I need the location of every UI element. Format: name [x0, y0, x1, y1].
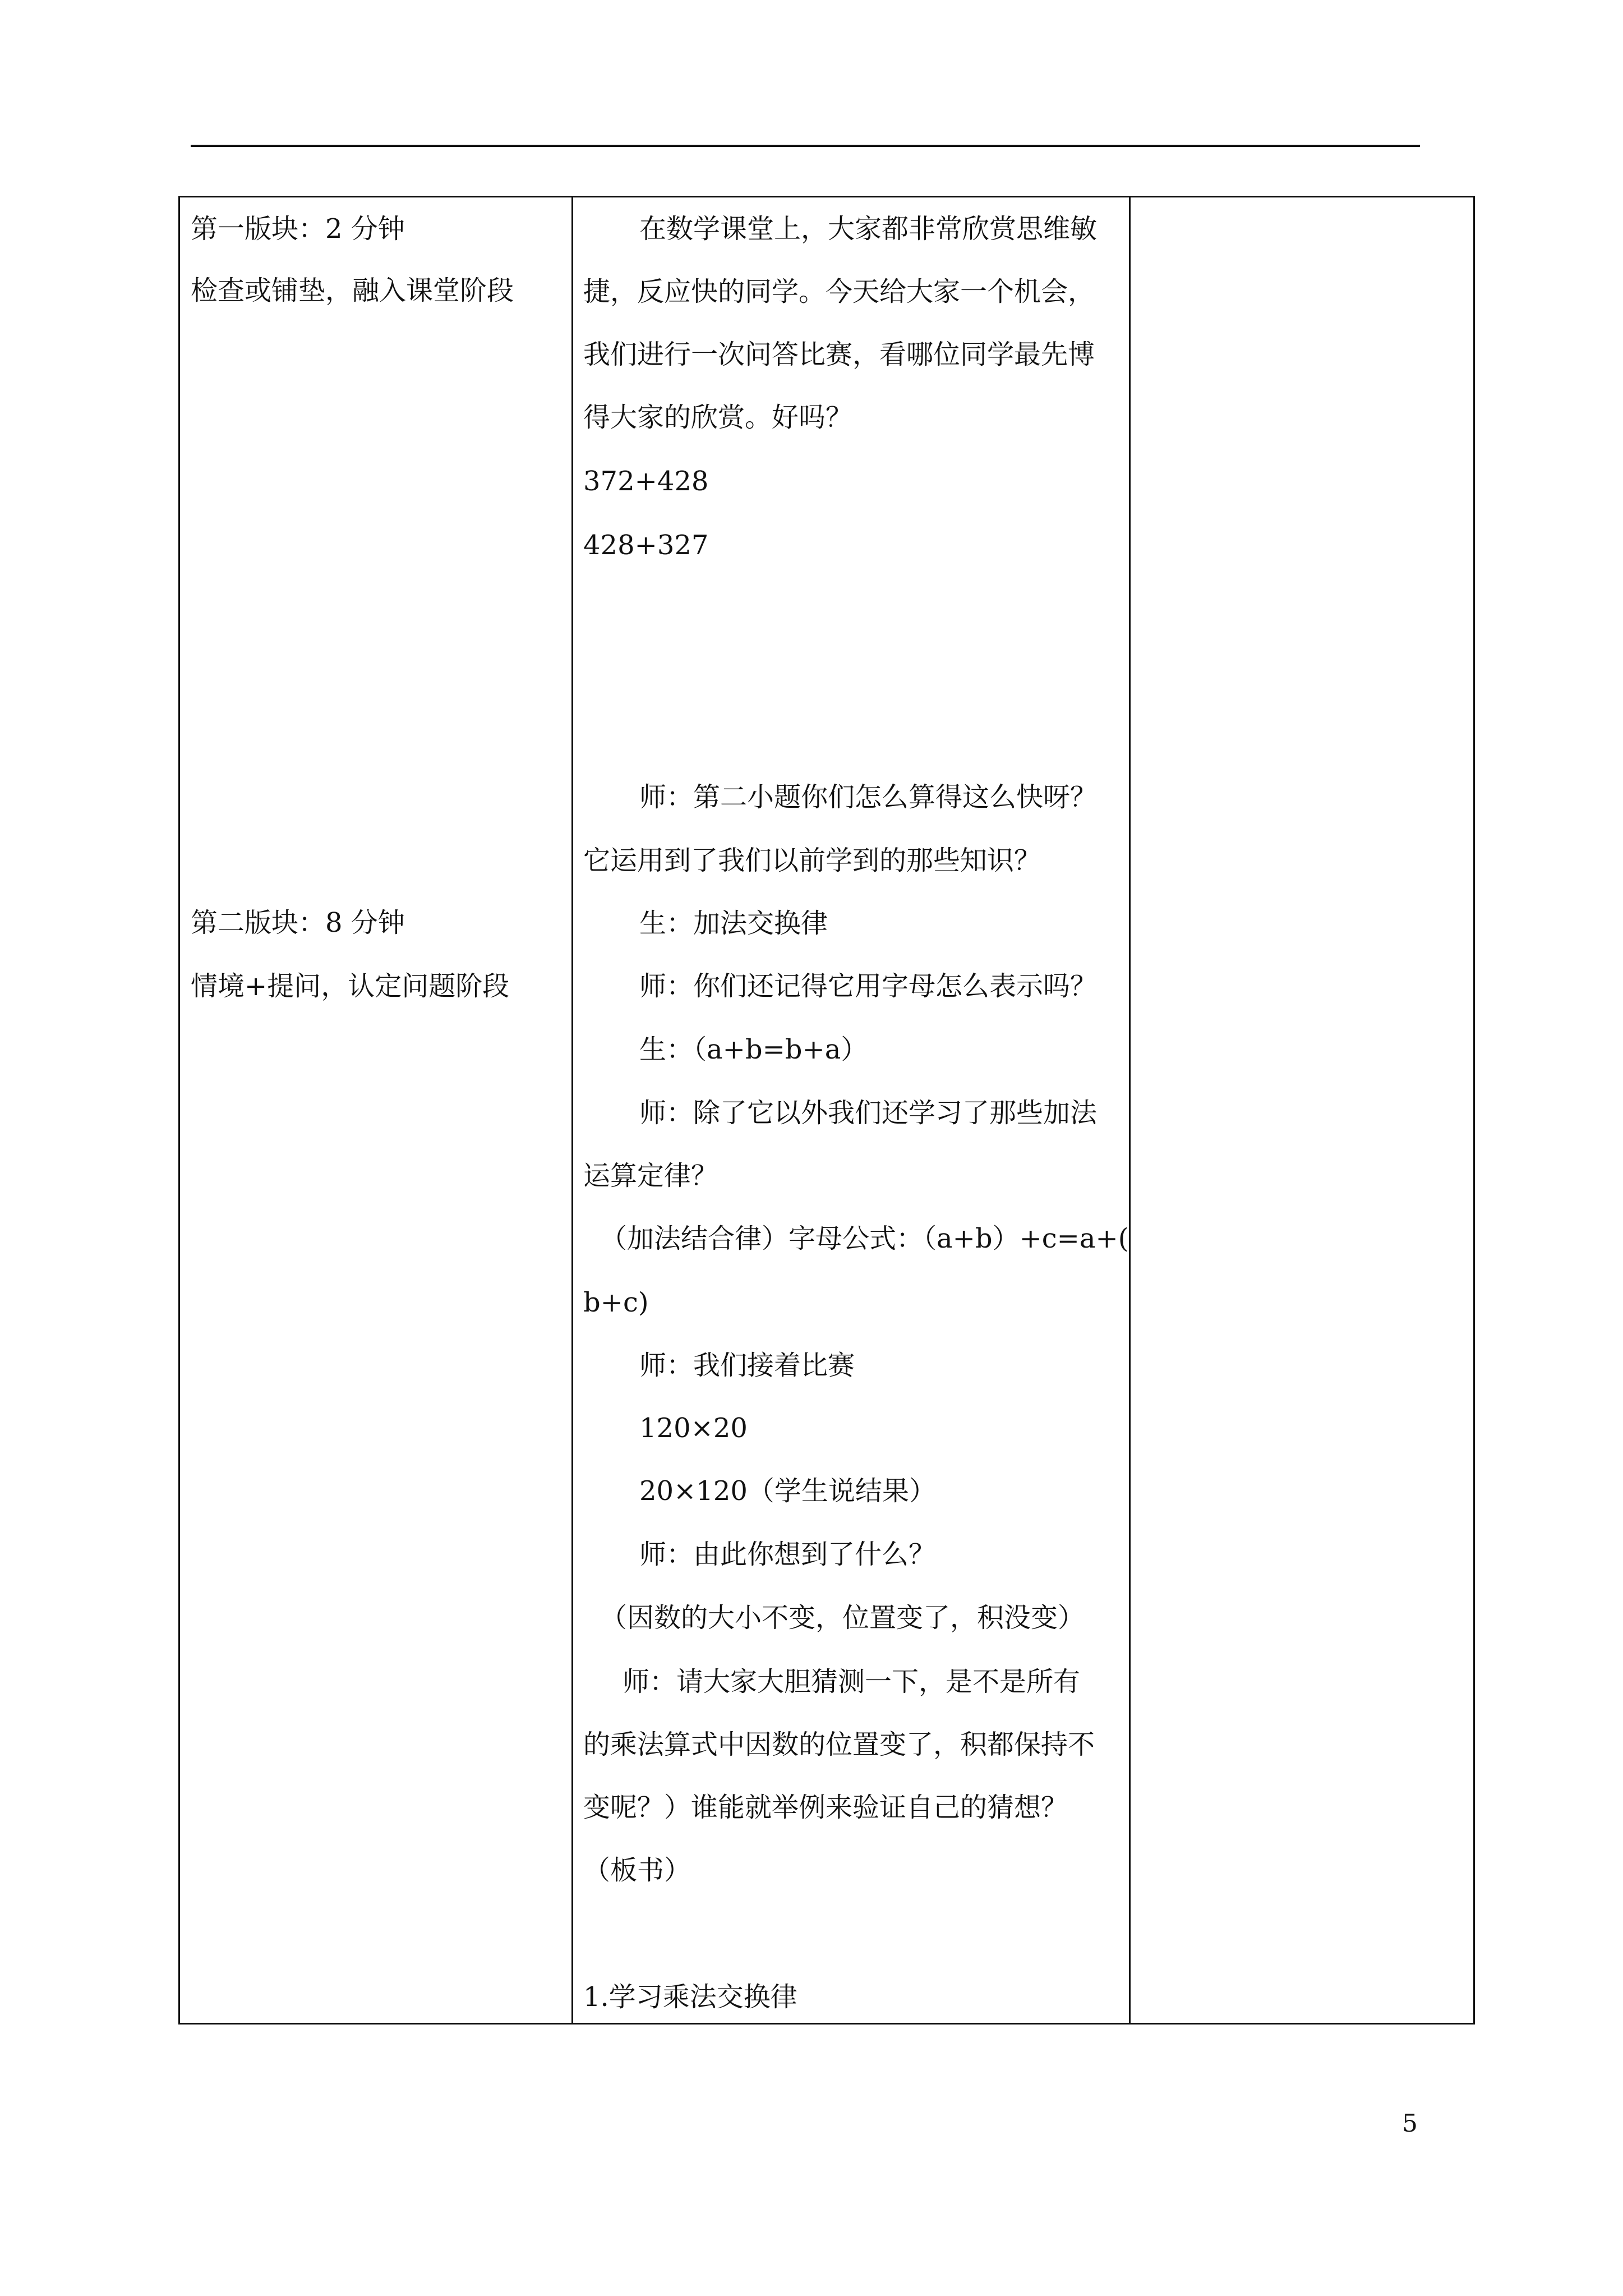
content-line: （板书） — [583, 1855, 691, 1886]
header-rule — [191, 145, 1420, 147]
column-divider-stage — [571, 197, 573, 2023]
content-line: 生：（a+b=b+a） — [639, 1034, 868, 1065]
content-line: 师：你们还记得它用字母怎么表示吗？ — [639, 970, 1098, 1002]
content-line: 师：请大家大胆猜测一下，是不是所有 — [623, 1666, 1081, 1697]
stage-2-title: 第二版块：8 分钟 — [191, 907, 405, 938]
column-divider-notes — [1129, 197, 1131, 2023]
content-line: 师：第二小题你们怎么算得这么快呀？ — [639, 781, 1098, 813]
content-line: 它运用到了我们以前学到的那些知识？ — [583, 845, 1041, 876]
content-line: 120×20 — [639, 1412, 748, 1444]
content-line: 师：除了它以外我们还学习了那些加法 — [639, 1097, 1098, 1129]
content-line: 变呢？）谁能就举例来验证自己的猜想？ — [583, 1792, 1068, 1823]
content-line: 师：我们接着比赛 — [639, 1350, 855, 1381]
content-line: （加法结合律）字母公式：（a+b）+c=a+( — [600, 1223, 1129, 1254]
content-line: （因数的大小不变，位置变了，积没变） — [600, 1602, 1085, 1634]
content-line: 运算定律？ — [583, 1160, 718, 1191]
content-line: 我们进行一次问答比赛，看哪位同学最先博 — [583, 339, 1095, 370]
content-line: 的乘法算式中因数的位置变了，积都保持不 — [583, 1729, 1095, 1760]
content-line: b+c) — [583, 1287, 649, 1318]
content-line: 捷，反应快的同学。今天给大家一个机会， — [583, 276, 1095, 307]
stage-2-subtitle: 情境+提问，认定问题阶段 — [191, 970, 510, 1002]
content-line: 在数学课堂上，大家都非常欣赏思维敏 — [639, 213, 1098, 245]
content-line: 得大家的欣赏。好吗？ — [583, 402, 853, 433]
content-line: 372+428 — [583, 466, 709, 497]
content-line: 生：加法交换律 — [639, 908, 828, 939]
stage-1-title: 第一版块：2 分钟 — [191, 213, 405, 245]
content-line: 师：由此你想到了什么？ — [639, 1539, 936, 1570]
content-line: 428+327 — [583, 530, 709, 561]
content-line: 1.学习乘法交换律 — [583, 1981, 797, 2013]
page-number: 5 — [1402, 2109, 1418, 2138]
content-line: 20×120（学生说结果） — [639, 1475, 936, 1507]
stage-1-subtitle: 检查或铺垫，融入课堂阶段 — [191, 275, 514, 306]
